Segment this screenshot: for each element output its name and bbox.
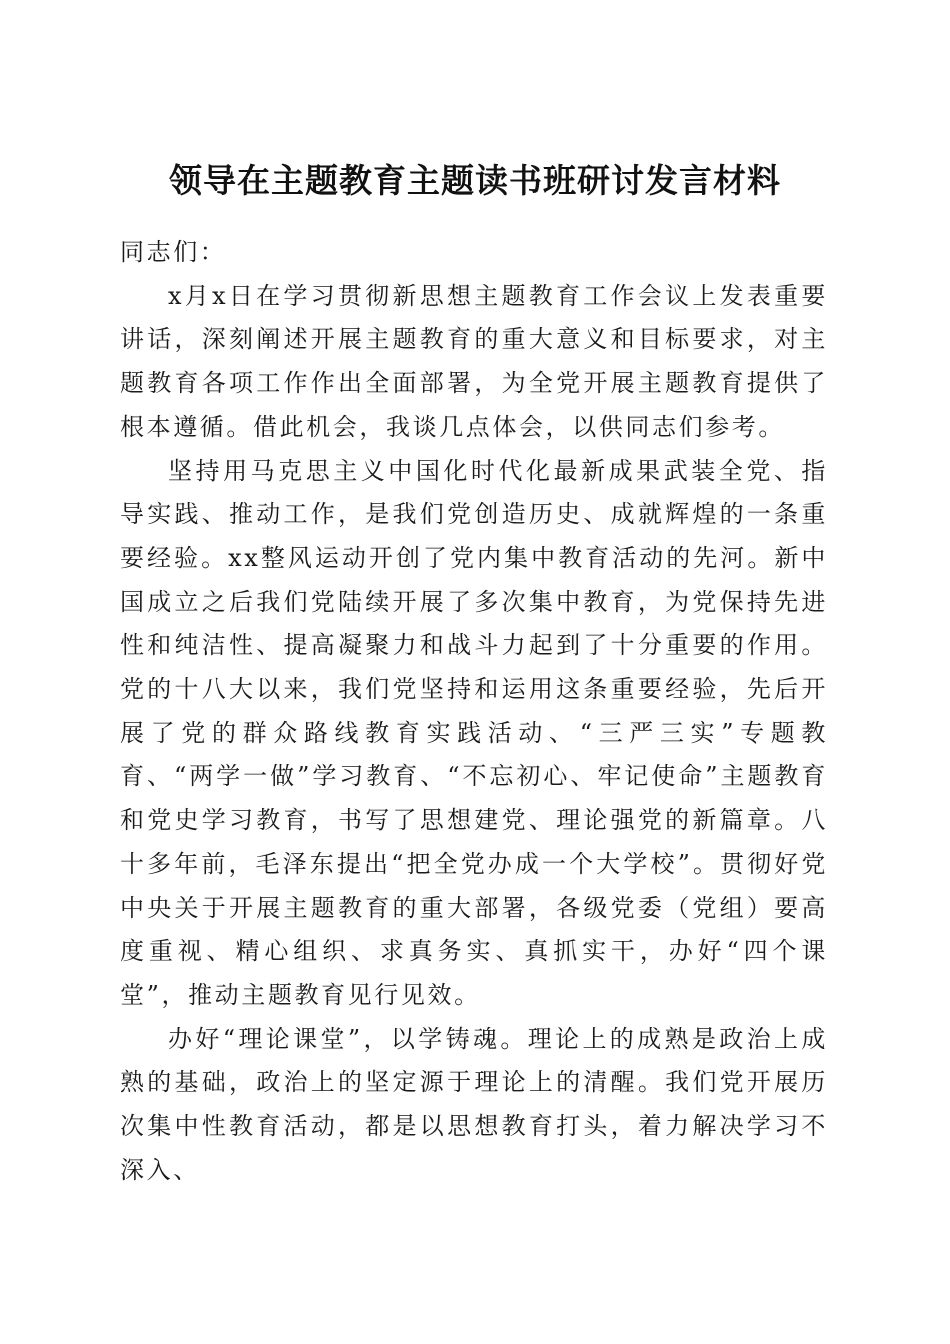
document-body [120,231,828,1192]
paragraph-theory-classroom: 办好“理论课堂”，以学铸魂。理论上的成熟是政治上成熟的基础，政治上的坚定源于理论上的清醒。我们党开展历次集中性教育活动，都是以思想教育打头，着力解决学习不深入、 [120,1024,828,1184]
paragraph-intro: x月x日在学习贯彻新思想主题教育工作会议上发表重要讲话，深刻阐述开展主题教育的重大意义和目标要求，对主题教育各项工作作出全面部署，为全党开展主题教育提供了根本遵循。借此机会，我谈几点体会，以供同志们参考。 [120,281,828,441]
document-title: 领导在主题教育主题读书班研讨发言材料 [169,161,781,201]
paragraph-experience: 坚持用马克思主义中国化时代化最新成果武装全党、指导实践、推动工作，是我们党创造历史、成就辉煌的一条重要经验。xx整风运动开创了党内集中教育活动的先河。新中国成立之后我们党陆续开展了多次集中教育，为党保持先进性和纯洁性、提高凝聚力和战斗力起到了十分重要的作用。党的十八大以来，我们党坚持和运用这条重要经验，先后开展了党的群众路线教育实践活动、“三严三实”专题教育、“两学一做”学习教育、“不忘初心、牢记使命”主题教育和党史学习教育，书写了思想建党、理论强党的新篇章。八十多年前，毛泽东提出“把全党办成一个大学校”。贯彻好党中央关于开展主题教育的重大部署，各级党委（党组）要高度重视、精心组织、求真务实、真抓实干，办好“四个课堂”，推动主题教育见行见效。 [120,456,828,1009]
salutation: 同志们： [120,238,227,266]
